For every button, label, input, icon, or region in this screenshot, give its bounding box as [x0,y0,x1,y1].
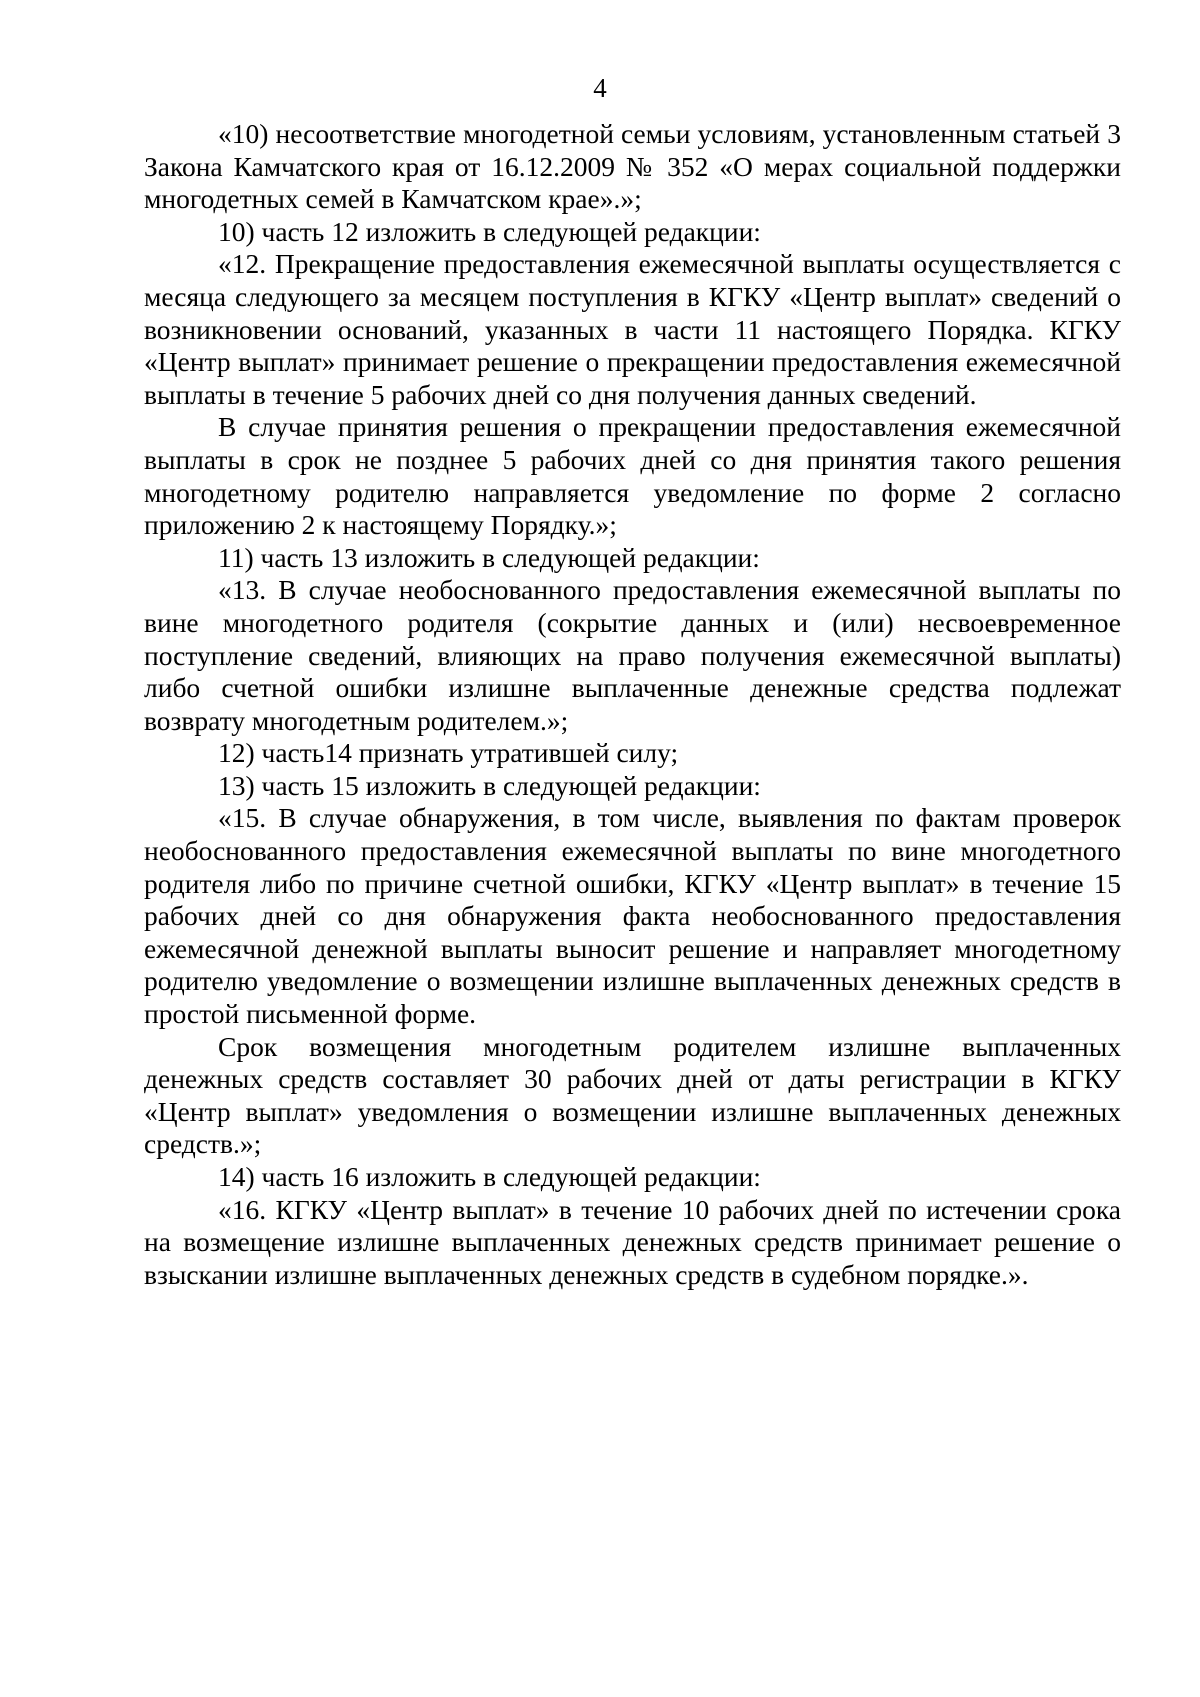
paragraph-item-10-text: «10) несоответствие многодетной семьи условиям, установленным статьей 3 Закона Камчатского края от 16.12.2009 № 352 «О мерах социальной поддержки многодетных семей в Камчатском крае».»; [144,118,1121,215]
paragraph-part-15-text: «15. В случае обнаружения, в том числе, выявления по фактам проверок необоснованного предоставления ежемесячной выплаты по вине многодетного родителя либо по причине счетной ошибки, КГКУ «Центр выплат» в течение 15 рабочих дней со дня обнаружения факта необоснованного предоставления ежемесячной денежной выплаты выносит решение и направляет многодетному родителю уведомление о возмещении излишне выплаченных денежных средств в простой письменной форме. [144,802,1121,1030]
paragraph-part-12-text: «12. Прекращение предоставления ежемесячной выплаты осуществляется с месяца следующего за месяцем поступления в КГКУ «Центр выплат» сведений о возникновении оснований, указанных в части 11 настоящего Порядка. КГКУ «Центр выплат» принимает решение о прекращении предоставления ежемесячной выплаты в течение 5 рабочих дней со дня получения данных сведений. [144,248,1121,410]
page-number: 4 [593,73,607,103]
paragraph-amendment-11: 11) часть 13 изложить в следующей редакции: [218,541,760,573]
paragraph-amendment-14: 14) часть 16 изложить в следующей редакции: [218,1161,761,1192]
paragraph-part-12-notice: В случае принятия решения о прекращении предоставления ежемесячной выплаты в срок не позднее 5 рабочих дней со дня принятия такого решения многодетному родителю направляется уведомление по форме 2 согласно приложению 2 к настоящему Порядку.»; [144,411,1121,541]
paragraph-amendment-13: 13) часть 15 изложить в следующей редакции: [218,769,761,801]
document-body [144,118,1121,1291]
paragraph-amendment-10: 10) часть 12 изложить в следующей редакции: [218,215,761,247]
paragraph-part-16-text: «16. КГКУ «Центр выплат» в течение 10 рабочих дней по истечении срока на возмещение излишне выплаченных денежных средств принимает решение о взыскании излишне выплаченных денежных средств в судебном порядке.». [144,1193,1121,1290]
paragraph-part-15-term: Срок возмещения многодетным родителем излишне выплаченных денежных средств составляет 30 рабочих дней от даты регистрации в КГКУ «Центр выплат» уведомления о возмещении излишне выплаченных денежных средств.»; [144,1030,1121,1160]
paragraph-amendment-12: 12) часть14 признать утратившей силу; [218,737,679,769]
paragraph-part-13-text: «13. В случае необоснованного предоставления ежемесячной выплаты по вине многодетного родителя (сокрытие данных и (или) несвоевременное поступление сведений, влияющих на право получения ежемесячной выплаты) либо счетной ошибки излишне выплаченные денежные средства подлежат возврату многодетным родителем.»; [144,574,1121,736]
